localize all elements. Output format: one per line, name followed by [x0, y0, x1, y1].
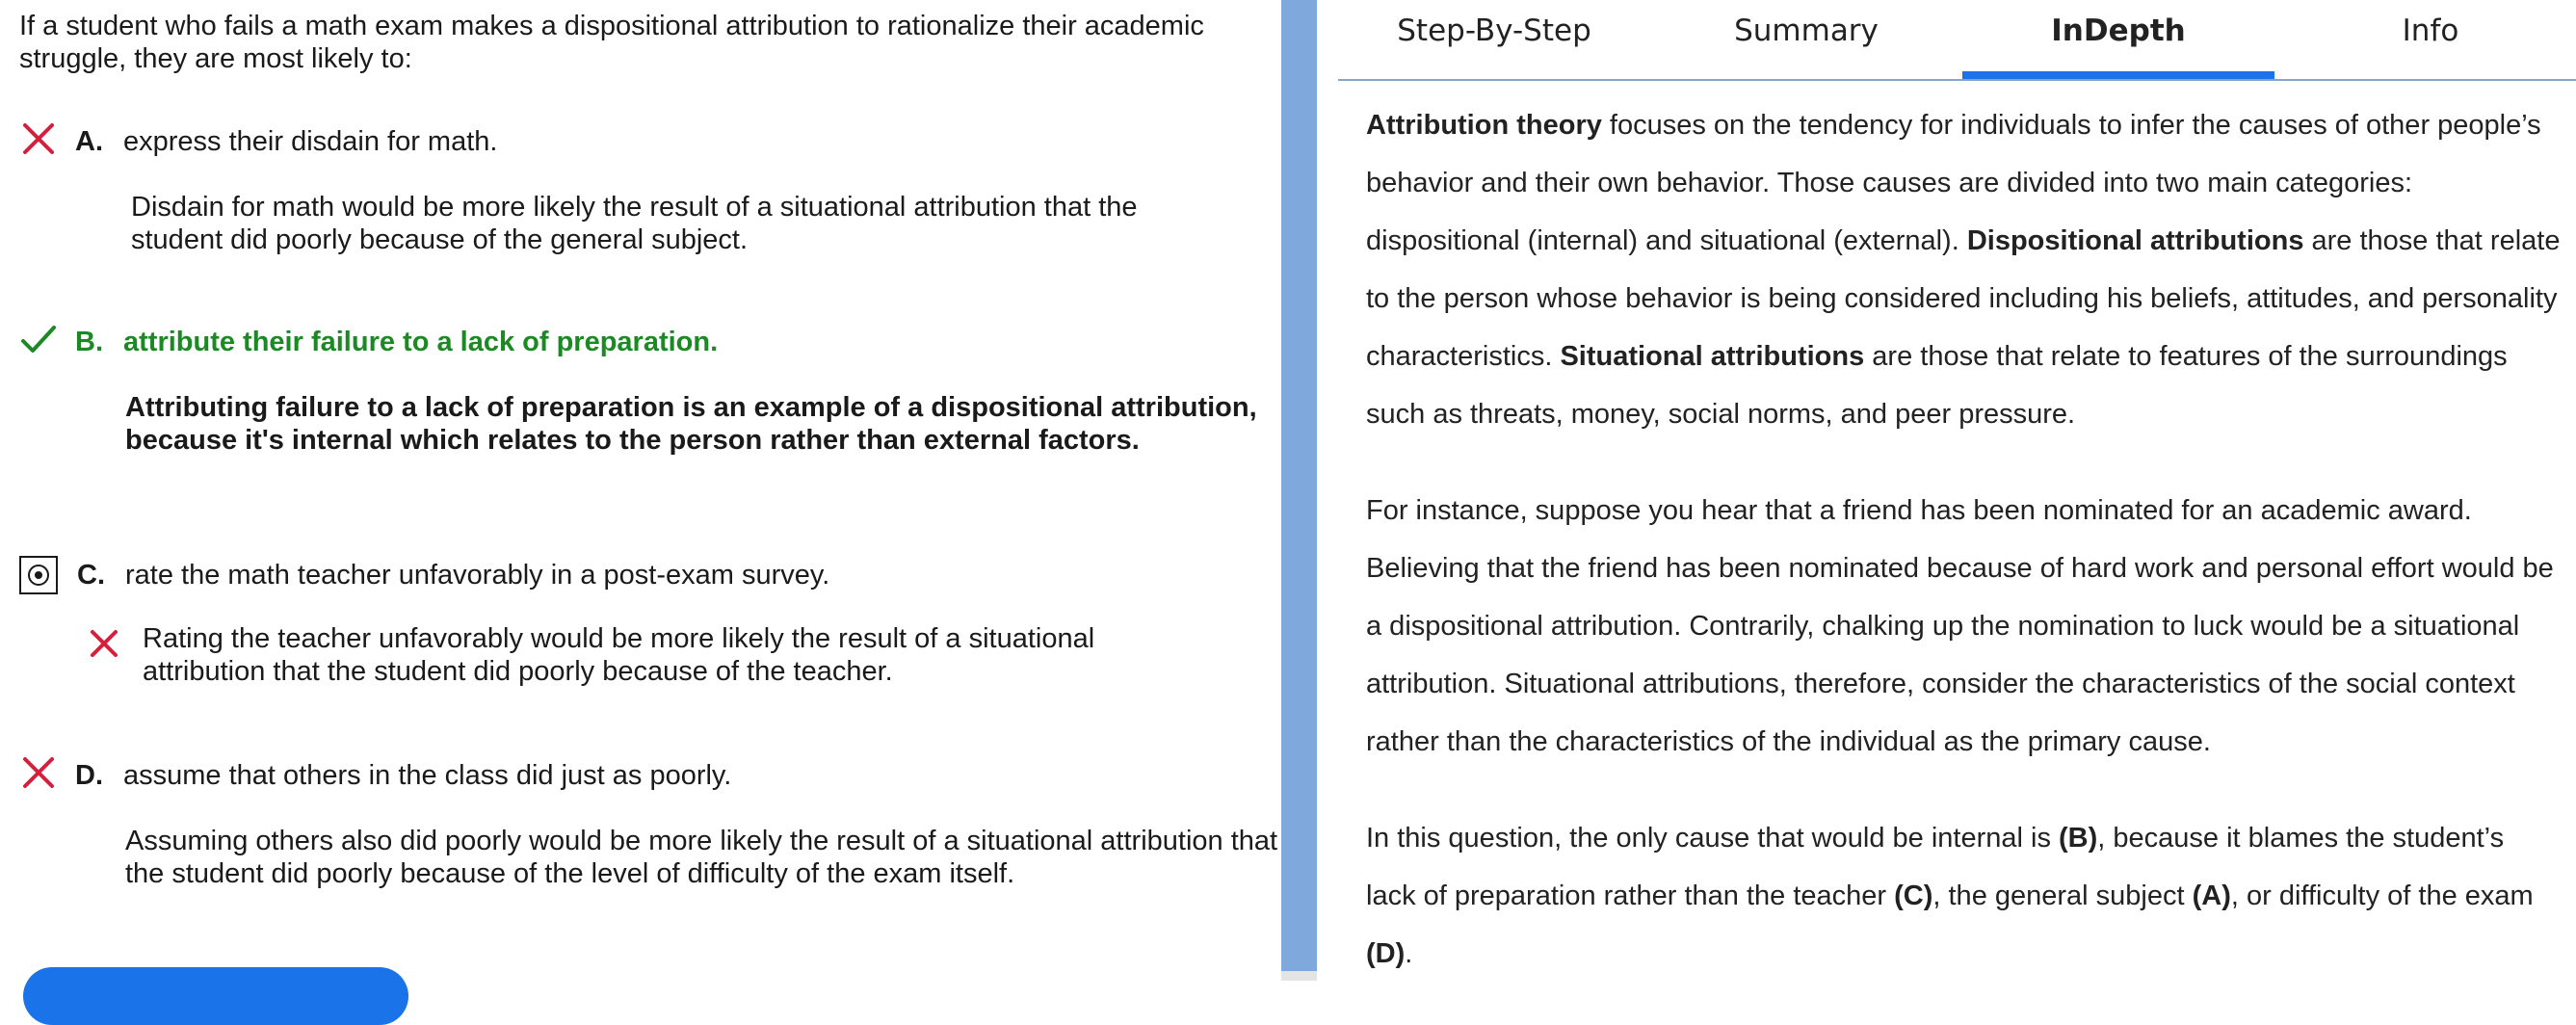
- pane-divider[interactable]: [1281, 0, 1317, 981]
- selected-answer-indicator: [19, 556, 58, 594]
- tab-info[interactable]: Info: [2402, 13, 2459, 48]
- choice-a-explanation: Disdain for math would be more likely the result of a situational attribution that the student did poorly because of the general subject.: [131, 192, 1138, 255]
- incorrect-x-icon: [17, 118, 60, 160]
- indepth-article: [1366, 96, 2561, 1021]
- choice-text: attribute their failure to a lack of preparation.: [123, 327, 719, 357]
- pane-divider-end: [1281, 971, 1317, 981]
- primary-action-button[interactable]: [23, 967, 408, 1025]
- choice-letter: A.: [75, 126, 103, 157]
- choice-letter: D.: [75, 760, 103, 791]
- incorrect-x-icon: [85, 624, 123, 663]
- incorrect-x-icon: [17, 751, 60, 794]
- explanation-tabs: [1338, 0, 2576, 81]
- choice-text: express their disdain for math.: [123, 126, 498, 157]
- question-stem: If a student who fails a math exam makes a dispositional attribution to rationalize their academic struggle, they are most likely to:: [19, 11, 1204, 74]
- question-pane: [0, 0, 1281, 981]
- choice-text: rate the math teacher unfavorably in a post-exam survey.: [125, 560, 830, 591]
- tab-summary[interactable]: Summary: [1734, 13, 1879, 48]
- explanation-pane: [1317, 0, 2576, 981]
- article-paragraph: Attribution theory focuses on the tendency for individuals to infer the causes of other people’s behavior and their own behavior. Those causes are divided into two main categories: dispositional (internal) and situational (external). Dispositional attributions are those that relate to the person whose behavior is being considered including his beliefs, attitudes, and personality characteristics. Situational attributions are those that relate to features of the surroundings such as threats, money, social norms, and peer pressure.: [1366, 110, 2561, 430]
- radio-selected-icon: [28, 565, 49, 586]
- choice-b-explanation: Attributing failure to a lack of preparation is an example of a dispositional attribution, because it's internal which relates to the person rather than external factors.: [125, 392, 1257, 456]
- choice-d-explanation: Assuming others also did poorly would be more likely the result of a situational attribution that the student did poorly because of the level of difficulty of the exam itself.: [125, 826, 1278, 889]
- tab-indepth[interactable]: InDepth: [1962, 0, 2274, 77]
- article-paragraph: In this question, the only cause that would be internal is (B), because it blames the student’s lack of preparation rather than the teacher (C), the general subject (A), or difficulty of the exam (D).: [1366, 823, 2534, 969]
- choice-letter: C.: [77, 560, 105, 591]
- choice-letter: B.: [75, 327, 103, 357]
- tab-step-by-step[interactable]: Step-By-Step: [1397, 13, 1591, 48]
- choice-c-explanation: Rating the teacher unfavorably would be more likely the result of a situational attribution that the student did poorly because of the teacher.: [143, 623, 1095, 687]
- article-paragraph: For instance, suppose you hear that a friend has been nominated for an academic award. Believing that the friend has been nominated because of hard work and personal effort would be a dispositional attribution. Contrarily, chalking up the nomination to luck would be a situational attribution. Situational attributions, therefore, consider the characteristics of the social context rather than the characteristics of the individual as the primary cause.: [1366, 495, 2554, 757]
- correct-check-icon: [17, 318, 60, 360]
- choice-text: assume that others in the class did just as poorly.: [123, 760, 732, 791]
